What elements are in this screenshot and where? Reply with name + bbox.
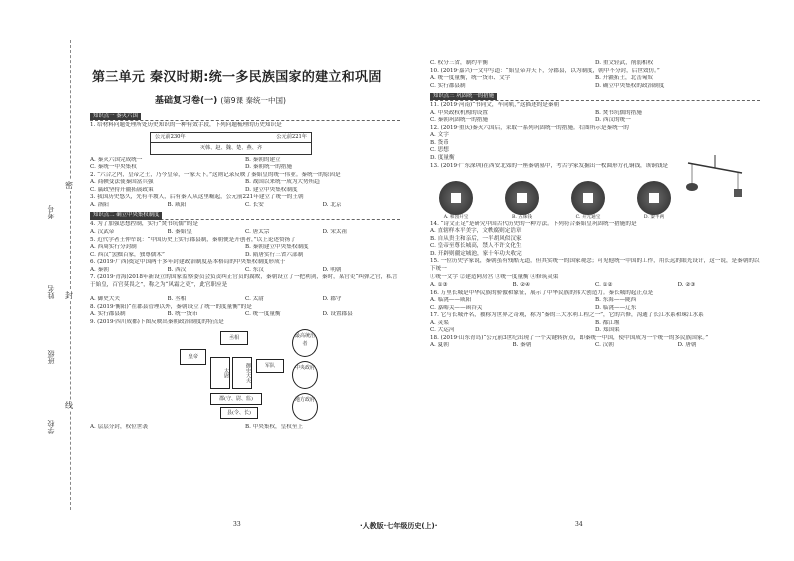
option[interactable]: D. 北京 [322, 201, 342, 208]
option[interactable]: A. 夏朝 [430, 342, 449, 349]
timeline-box [150, 132, 312, 155]
option[interactable]: D. 重文轻武，削弱相权 [595, 60, 654, 66]
chancellor-box: 丞相 [220, 331, 248, 345]
commandery-box: 郡(守、尉、监) [210, 393, 262, 405]
option[interactable]: A. 西周实行分封制 [90, 244, 137, 251]
option[interactable]: C. 皇帝至尊长城高，禁人不许文化生 [430, 243, 522, 250]
unit-title: 第三单元 秦汉时期:统一多民族国家的建立和巩固 [92, 70, 382, 85]
q7-options [90, 296, 400, 304]
question-8: 8. (2019·衡阳)“在郡县管理以外，秦朝设立了统一的度量衡”的是 [90, 303, 252, 310]
option[interactable]: C. 实行郡县制 [430, 82, 466, 89]
weights-measures-illustration [680, 155, 750, 205]
option[interactable]: A. 洛阳 [90, 201, 109, 208]
option[interactable]: C. 唐太宗 [245, 228, 270, 235]
option[interactable]: C. 秦统一中央集权 [90, 164, 137, 171]
option[interactable]: A. 秦灭六国完成统一 [90, 156, 143, 163]
q1-options [90, 157, 400, 172]
knowledge-point-3: 知识点三 巩固统一的措施 [430, 93, 497, 100]
option[interactable]: D. 建立中央集权制度 [245, 186, 298, 193]
q15-options [430, 282, 760, 290]
option[interactable]: D. 设置郡县 [322, 311, 353, 318]
question-15-items: ①统一文字 ②建造阿房宫 ③统一度量衡 ④修筑灵渠 [430, 274, 559, 281]
option[interactable]: D. 秦朝统一的措施 [245, 164, 292, 171]
option[interactable]: D. 确立中央集权的政治制度 [595, 82, 665, 89]
footer-edition: ·人教版·七年级历史(上)· [360, 522, 438, 530]
question-18: 18. (2019·山东青岛)“公元前3世纪出现了一个关键转折点，即秦统一中国，使中国成为一个统一的多民族国家。” [430, 334, 709, 341]
question-16: 16. 万里长城是中华民族的骄傲和象征，展示了中华民族的伟大创造力。秦长城的起止点是 [430, 289, 654, 296]
option[interactable]: D. 临洮——辽东 [595, 304, 637, 311]
option[interactable]: D. 唐朝 [677, 342, 697, 349]
option[interactable]: A. 御史大夫 [90, 296, 120, 303]
option[interactable]: B. 咸阳 [167, 201, 187, 208]
option[interactable]: C. 嘉峪关——函谷关 [430, 304, 483, 311]
coin-icon [571, 181, 605, 215]
option[interactable]: B. 战国以来统一成为大势所趋 [245, 179, 320, 186]
option[interactable]: B. 中央集权，皇权至上 [245, 424, 304, 431]
option[interactable]: C. 统一度量衡 [245, 311, 281, 318]
knowledge-point-1: 知识点一 秦灭六国 [90, 113, 141, 120]
option[interactable]: C. 东汉 [245, 266, 264, 273]
cut-line [70, 40, 71, 510]
question-10: 10. (2019·嘉兴)一文中写道：“始皇帝并天下，分郡县，以为制度，朝中不分封，后世效仿。” [430, 67, 660, 74]
option[interactable]: B. ②④ [512, 282, 531, 289]
q16-options [430, 297, 760, 312]
cut-mark: 封 [65, 291, 73, 300]
option[interactable]: B. 秦始皇 [167, 228, 192, 235]
paper-title-main: 基础复习卷(一) [155, 96, 218, 106]
option[interactable]: A. 文字 [430, 132, 449, 139]
option[interactable]: D. ②③ [677, 282, 696, 289]
army-box: 军队 [256, 359, 284, 373]
option[interactable]: D. 宋太祖 [322, 228, 348, 235]
q8c-options [430, 60, 760, 68]
q5-options [90, 244, 400, 259]
question-15: 15. 一位历史学家说，秦朝虽有残酷无道，但其实统一的国家观念；可见他统一中国的工作，用长远的眼光设计，这一说，是秦朝的以下统一 [430, 258, 760, 273]
coin-icon [439, 181, 473, 215]
coin-label: A. 和园开宝 [443, 214, 469, 220]
option[interactable]: C. 嬴政坚持开疆拓展政策 [90, 186, 154, 193]
question-3: 3. 我国历史悠久，先有半坡人，后有秦人从这里崛起，公元前221年建立了统一的王朝 [90, 194, 304, 201]
question-4: 4. 为了加强思想控制，实行“焚书坑儒”的是 [90, 221, 198, 228]
q8-options [90, 311, 400, 319]
coin-icon [637, 181, 671, 215]
emperor-box: 皇帝 [180, 349, 206, 365]
q9-options [90, 424, 400, 432]
school-label: 学校 [47, 420, 55, 434]
timeline-body: 灭韩、赵、魏、楚、燕、齐 [199, 144, 263, 151]
question-7: 7. (2019·青海)2018年新设立的国家监察委员会负责纠正官员的腐败，秦朝设立了一把利剑，秦时，某官吏“纠弹之官，私言于始皇，百官莫畏之”，称之为“风霜之吏”，此官职应是 [90, 274, 398, 288]
question-1: 1. 给材料问题处理所处历史知识的一种有效手段，下列问题梳理的历史知识是 [90, 122, 282, 128]
option[interactable]: A. 中央政权机构的设置 [430, 109, 488, 116]
q4-options [90, 229, 400, 237]
option[interactable]: B. 东海——陇西 [595, 297, 637, 304]
option[interactable]: B. 焚书坑儒的措施 [595, 109, 642, 116]
exam-no-label: 考号 [47, 205, 55, 219]
question-2: 2. “六合之内，皇帝之土，乃今皇帝，一家天下。”这则记录反映了秦始皇的统一伟业。秦统一的原因是 [90, 171, 341, 178]
cut-mark: 密 [65, 181, 73, 190]
question-11: 11. (2019·河南)“书同文，车同轨，”这描述的是秦朝 [430, 102, 560, 109]
coin-icon [505, 181, 539, 215]
coin-option[interactable] [496, 181, 548, 221]
option[interactable]: A. 临洮——咸阳 [430, 297, 472, 304]
question-12: 12. (2019·重庆)秦灭六国后，采取一系列巩固统一的措施。右图所示是秦统一的 [430, 124, 629, 131]
paper-title [155, 93, 286, 106]
option[interactable]: A. 汉武帝 [90, 228, 115, 235]
local-gov-box: 地方政府 [292, 393, 318, 421]
page-number-left: 33 [233, 521, 241, 528]
option[interactable]: B. 秦朝 [512, 342, 532, 349]
question-13: 13. (2019·广东深圳)在西安北郊的一座秦朝墓中，考古学家发掘出一枚圆形方孔铜钱，该铜钱是 [430, 162, 669, 169]
option[interactable]: C. ①② [595, 282, 613, 289]
option[interactable]: A. 统一度量衡，统一货币、文字 [430, 75, 511, 82]
option[interactable]: B. 西汉 [167, 266, 187, 273]
option[interactable]: B. 自从贵主和亲后，一半胡风似汉家 [430, 235, 522, 242]
option[interactable]: D. 隋唐实行三省六部制 [245, 251, 304, 258]
class-label: 班级 [47, 350, 55, 364]
paper-title-sub: (第9课 秦统一中国) [220, 96, 286, 105]
option[interactable]: B. 货币 [430, 139, 449, 146]
option[interactable]: D. 郑国渠 [595, 327, 620, 334]
question-9: 9. (2019·四川成都)下图反映出秦朝政治制度的特点是 [90, 318, 224, 325]
option[interactable]: C. 思想 [430, 147, 449, 154]
option[interactable]: B. 统一货币 [167, 311, 198, 318]
question-6: 6. (2019·广西)奠定中国两千多年封建政治制度基本格局的中央集权制度形成于 [90, 259, 286, 266]
timeline-start: 公元前230年 [155, 133, 186, 140]
coin-option[interactable] [430, 181, 482, 221]
option[interactable]: A. 灵渠 [430, 319, 449, 326]
option[interactable]: D. 西汉的统一 [595, 117, 631, 124]
question-5: 5. 近代学者王仲荦说：“中国历史上实行郡县制，秦朝便是开创者，”以上论述赞扬了 [90, 236, 296, 243]
q3-options [90, 202, 400, 210]
option[interactable]: A. 实行郡县制 [90, 311, 126, 318]
option[interactable]: C. 大运河 [430, 327, 455, 334]
q17-options [430, 320, 760, 335]
central-gov-box: 中央政府 [292, 361, 318, 389]
coin-label: D. 秦半两 [643, 214, 665, 220]
option[interactable]: D. 明朝 [322, 266, 342, 273]
coin-images [430, 181, 680, 221]
question-17: 17. 它与长城齐名，被称为世界之奇观，称为“秦的三大水利工程之一”，它的兴修，沟通了长江水系和珠江水系 [430, 312, 704, 319]
taiwei-box: 太尉 [210, 357, 230, 389]
coin-option[interactable] [562, 181, 614, 221]
cut-mark: 线 [65, 401, 73, 410]
timeline-end: 公元前221年 [276, 133, 307, 140]
option[interactable]: C. 长安 [245, 201, 264, 208]
option[interactable]: B. 秦朝的建立 [245, 156, 281, 163]
question-14: 14. “诗文正足”是研究中国古代历史的一种方法。下列符合秦始皇巩固统一措施的是 [430, 220, 637, 227]
supreme-ruler-box: 最高统治者 [292, 329, 318, 357]
binding-margin [0, 0, 85, 561]
option[interactable]: B. 秦朝建立中央集权制度 [245, 244, 309, 251]
coin-label: B. 五铢钱 [511, 214, 533, 220]
censor-box: 御史大夫 [232, 357, 252, 389]
option[interactable]: A. ①③ [430, 282, 448, 289]
page-number-right: 34 [575, 521, 583, 528]
option[interactable]: C. 西汉“罢黜百家，独尊儒术” [90, 251, 165, 258]
coin-option[interactable] [628, 181, 680, 221]
option[interactable]: D. 郡守 [322, 296, 342, 303]
left-column [90, 110, 400, 432]
option[interactable]: A. 秦朝 [90, 266, 109, 273]
q12-options [430, 132, 670, 162]
government-structure-diagram [180, 329, 330, 421]
q10-options [430, 75, 760, 90]
option[interactable]: A. 层层分封，权位世袭 [90, 424, 148, 431]
q18-options [430, 342, 760, 350]
option[interactable]: D. 度量衡 [430, 155, 455, 162]
option[interactable]: C. 权分三省，制约平衡 [430, 60, 488, 66]
county-box: 县(令、长) [220, 407, 258, 419]
q14-options [430, 228, 760, 258]
name-label: 姓名 [47, 285, 55, 299]
option[interactable]: A. 商鞅变法使秦国富兵强 [90, 179, 154, 186]
option[interactable]: C. 汉朝 [595, 342, 614, 349]
option[interactable]: D. 开辟则疆定城池，家十年功夫收完 [430, 250, 522, 257]
option[interactable]: B. 开疆拓土，北击匈奴 [595, 75, 654, 82]
option[interactable]: B. 丞相 [167, 296, 187, 303]
option[interactable]: C. 秦朝巩固统一的措施 [430, 117, 488, 124]
q6-options [90, 267, 400, 275]
option[interactable]: B. 都江堰 [595, 319, 620, 326]
q11-options [430, 110, 760, 125]
option[interactable]: C. 太尉 [245, 296, 264, 303]
q2-options [90, 179, 400, 194]
option[interactable]: A. 直辖样本平美字，文帙腐则定诰章 [430, 228, 522, 235]
coin-label: C. 开元通宝 [575, 214, 601, 220]
knowledge-point-2: 知识点二 确立中央集权制度 [90, 212, 162, 219]
